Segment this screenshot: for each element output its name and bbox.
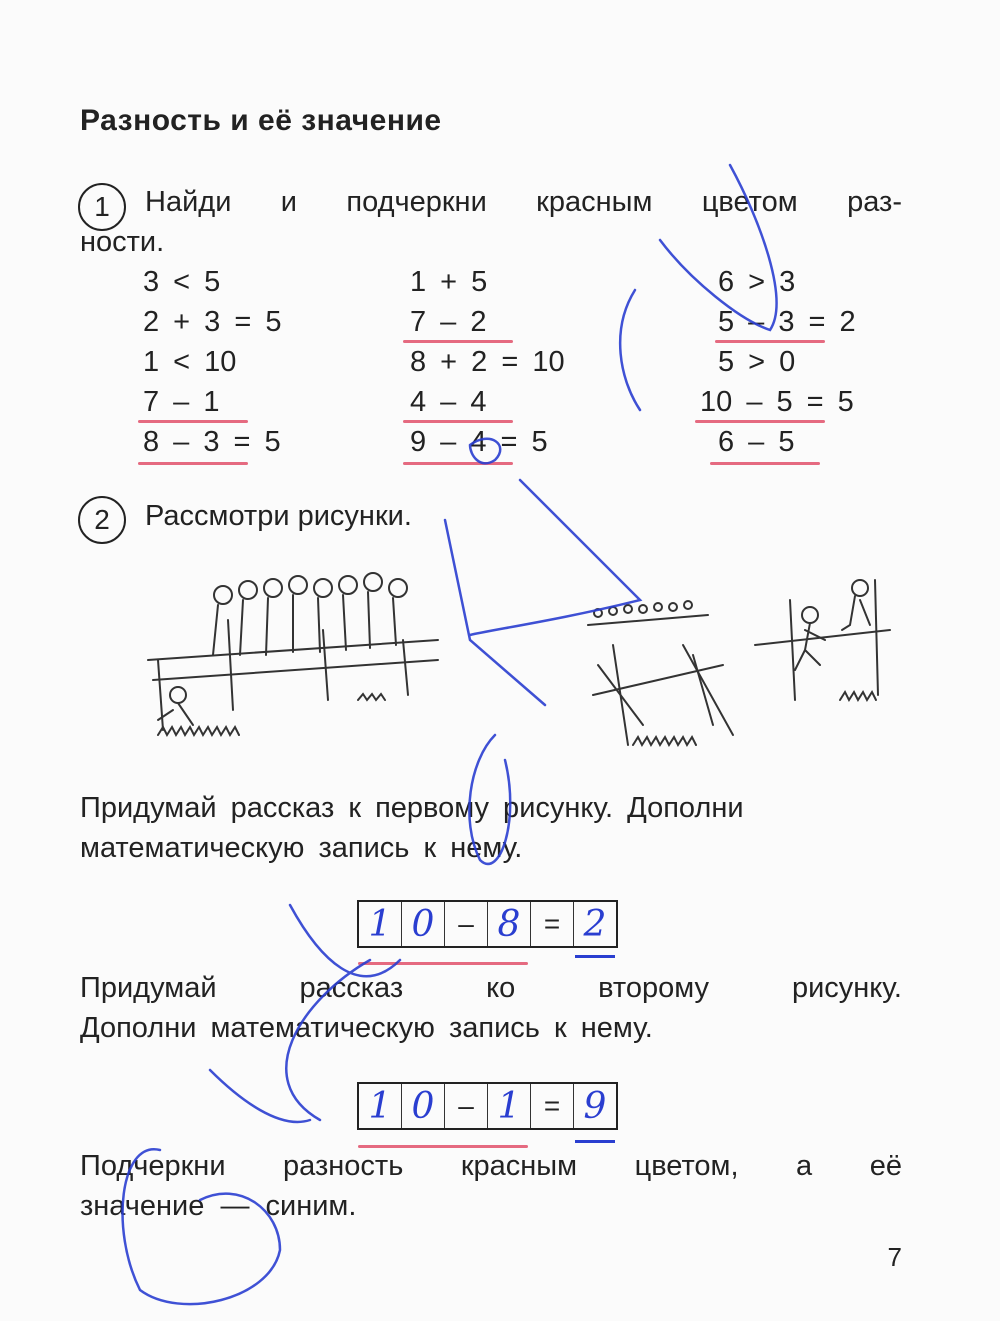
story-1-line1-text: Придумай рассказ к первому рисунку. Дополни [80,792,744,824]
expression: 7 – 2 [410,306,487,338]
story-2-word: Придумай [80,972,217,1004]
page-title: Разность и её значение [80,104,442,137]
expression: 5 – 3 = 2 [718,306,856,338]
story-2-word: рисунку. [791,972,902,1004]
task-2-number: 2 [78,496,126,544]
task-1-word: и [280,186,297,218]
red-underline [710,462,820,465]
story-2-line2: Дополни математическую запись к нему. [80,1012,653,1044]
task-1-word: раз- [847,186,902,218]
answer-cell[interactable]: 0 [402,1084,445,1128]
picture-children-on-fence [138,560,458,750]
red-underline [358,962,528,965]
answer-cell[interactable]: 1 [359,1084,402,1128]
red-underline [403,462,513,465]
red-underline [695,420,825,423]
expression: 7 – 1 [143,386,220,418]
story-2-word: второму [598,972,710,1004]
expression: 1 + 5 [410,266,488,298]
picture-children-on-far-fence [583,585,753,755]
answer-box-1 [357,900,618,948]
picture-two-children-on-posts [750,570,895,720]
final-word: её [869,1150,902,1182]
red-underline [138,462,248,465]
task-1-word: красным [536,186,653,218]
expression: 8 – 3 = 5 [143,426,281,458]
answer-cell[interactable]: 1 [488,1084,531,1128]
minus-sign: – [445,902,488,946]
final-word: цветом, [634,1150,739,1182]
answer-cell[interactable]: 0 [402,902,445,946]
task-1-text-line1 [145,186,902,219]
scribble-stroke [445,520,545,705]
final-line1 [80,1150,902,1183]
story-2-line1 [80,972,902,1005]
final-word: Подчеркни [80,1150,226,1182]
red-underline [358,1145,528,1148]
answer-cell[interactable]: 2 [583,903,607,945]
task-1-number: 1 [78,183,126,231]
scribble-stroke [620,290,640,410]
answer-cell[interactable]: 1 [359,902,402,946]
task-1-word: Найди [145,186,232,218]
task-1-word: цветом [701,186,798,218]
expression: 6 – 5 [718,426,795,458]
minus-sign: – [445,1084,488,1128]
expression: 6 > 3 [718,266,796,298]
answer-cell[interactable]: 9 [583,1085,607,1127]
story-2-word: ко [486,972,516,1004]
scribble-stroke [210,1070,310,1122]
story-1-line1 [80,792,902,825]
answer-box-2 [357,1082,618,1130]
expression: 4 – 4 [410,386,487,418]
expression: 9 – 4 = 5 [410,426,548,458]
expression: 8 + 2 = 10 [410,346,565,378]
task-1-word: подчеркни [346,186,487,218]
final-word: красным [460,1150,578,1182]
expression: 2 + 3 = 5 [143,306,282,338]
final-line2: значение — синим. [80,1190,357,1222]
expression: 3 < 5 [143,266,221,298]
blue-underline [575,1140,615,1143]
page-number: 7 [887,1242,902,1272]
task-2-text: Рассмотри рисунки. [145,500,412,532]
red-underline [138,420,248,423]
expression: 5 > 0 [718,346,796,378]
task-1-text-line2: ности. [80,226,165,258]
story-2-word: рассказ [299,972,404,1004]
blue-underline [575,955,615,958]
equals-sign: = [531,1084,574,1128]
red-underline [715,340,825,343]
final-word: разность [283,1150,404,1182]
expression: 10 – 5 = 5 [700,386,854,418]
final-word: а [796,1150,813,1182]
red-underline [403,420,513,423]
red-underline [403,340,513,343]
equals-sign: = [531,902,574,946]
story-1-line2: математическую запись к нему. [80,832,523,864]
expression: 1 < 10 [143,346,237,378]
answer-cell[interactable]: 8 [488,902,531,946]
